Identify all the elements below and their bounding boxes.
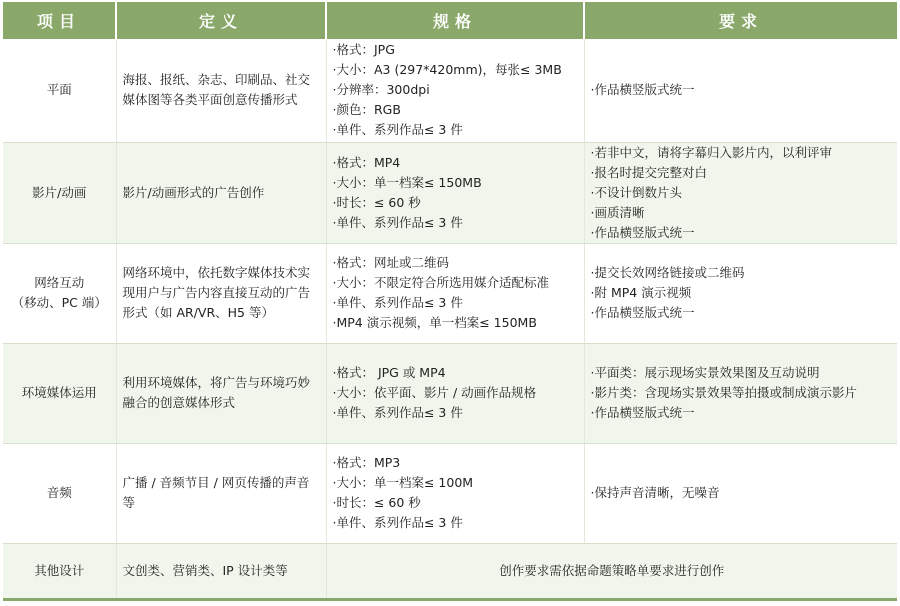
requirement-line: ·附 MP4 演示视频 bbox=[590, 285, 692, 300]
spec-line: ·格式：JPG bbox=[332, 42, 395, 58]
header-item: 项目 bbox=[3, 2, 116, 39]
table-row bbox=[3, 142, 897, 243]
requirement-line: ·保持声音清晰，无噪音 bbox=[590, 485, 720, 500]
table-row bbox=[3, 543, 897, 599]
item-sublabel: （移动、PC 端） bbox=[11, 295, 107, 310]
requirement-line: ·不设计倒数片头 bbox=[590, 184, 682, 200]
spec-line: ·单件、系列作品≤ 3 件 bbox=[332, 295, 463, 310]
spec-line: ·单件、系列作品≤ 3 件 bbox=[332, 122, 463, 138]
row-item bbox=[3, 343, 116, 443]
row-item bbox=[3, 443, 116, 543]
spec-line: ·格式：MP4 bbox=[332, 154, 401, 170]
requirement-line: ·提交长效网络链接或二维码 bbox=[590, 265, 745, 280]
table-row bbox=[3, 343, 897, 443]
spec-line: ·格式：网址或二维码 bbox=[332, 255, 449, 270]
requirement-line: ·作品横竖版式统一 bbox=[590, 405, 695, 420]
spec-line: ·大小：不限定符合所选用媒介适配标准 bbox=[332, 275, 549, 290]
requirement-line: ·作品横竖版式统一 bbox=[590, 305, 695, 320]
table-header-row bbox=[3, 2, 897, 39]
definition-text: 广播 / 音频节目 / 网页传播的声音等 bbox=[122, 475, 310, 510]
spec-line: ·MP4 演示视频，单一档案≤ 150MB bbox=[332, 315, 537, 330]
row-item bbox=[3, 543, 116, 599]
row-item bbox=[3, 243, 116, 343]
definition-text: 海报、报纸、杂志、印刷品、社交媒体图等各类平面创意传播形式 bbox=[122, 72, 311, 108]
row-requirement bbox=[584, 443, 897, 543]
table-row bbox=[3, 243, 897, 343]
header-definition: 定义 bbox=[116, 2, 326, 39]
spec-line: ·颜色：RGB bbox=[332, 102, 401, 118]
item-label: 环境媒体运用 bbox=[21, 385, 97, 400]
definition-text: 网络环境中，依托数字媒体技术实现用户与广告内容直接互动的广告形式（如 AR/VR、H5 等） bbox=[122, 265, 311, 320]
row-spec bbox=[326, 343, 584, 443]
item-label: 网络互动 bbox=[34, 275, 85, 290]
row-spec bbox=[326, 443, 584, 543]
requirement-line: ·作品横竖版式统一 bbox=[590, 82, 695, 98]
requirement-line: ·作品横竖版式统一 bbox=[590, 224, 695, 240]
table-row bbox=[3, 443, 897, 543]
requirements-table bbox=[3, 2, 897, 601]
spec-line: ·时长：≤ 60 秒 bbox=[332, 194, 421, 210]
row-definition bbox=[116, 543, 326, 599]
row-definition bbox=[116, 142, 326, 243]
spec-line: ·大小：依平面、影片 / 动画作品规格 bbox=[332, 385, 537, 400]
row-definition bbox=[116, 343, 326, 443]
row-requirement bbox=[584, 142, 897, 243]
item-label: 音频 bbox=[46, 485, 72, 500]
row-item bbox=[3, 142, 116, 243]
row-requirement bbox=[584, 39, 897, 142]
item-label: 平面 bbox=[46, 82, 72, 98]
spec-line: ·大小：A3 (297*420mm)，每张≤ 3MB bbox=[332, 62, 562, 78]
merged-requirement-text: 创作要求需依据命题策略单要求进行创作 bbox=[499, 562, 725, 578]
spec-line: ·时长：≤ 60 秒 bbox=[332, 495, 421, 510]
requirement-line: ·若非中文，请将字幕归入影片内，以利评审 bbox=[590, 144, 832, 160]
spec-line: ·单件、系列作品≤ 3 件 bbox=[332, 515, 463, 530]
spec-line: ·大小：单一档案≤ 150MB bbox=[332, 174, 482, 190]
requirement-line: ·画质清晰 bbox=[590, 204, 645, 220]
header-spec: 规格 bbox=[326, 2, 584, 39]
merged-requirement-cell bbox=[326, 543, 897, 599]
item-label: 影片/动画 bbox=[32, 184, 87, 200]
row-definition bbox=[116, 39, 326, 142]
spec-line: ·单件、系列作品≤ 3 件 bbox=[332, 405, 463, 420]
row-requirement bbox=[584, 343, 897, 443]
row-spec bbox=[326, 243, 584, 343]
definition-text: 利用环境媒体，将广告与环境巧妙融合的创意媒体形式 bbox=[122, 375, 311, 410]
row-item bbox=[3, 39, 116, 142]
requirement-line: ·平面类：展示现场实景效果图及互动说明 bbox=[590, 365, 820, 380]
spec-line: ·格式：MP3 bbox=[332, 455, 401, 470]
spec-line: ·分辨率：300dpi bbox=[332, 82, 430, 98]
row-requirement bbox=[584, 243, 897, 343]
spec-line: ·格式： JPG 或 MP4 bbox=[332, 365, 446, 380]
item-label: 其他设计 bbox=[34, 562, 85, 578]
definition-text: 文创类、营销类、IP 设计类等 bbox=[122, 562, 288, 578]
row-definition bbox=[116, 243, 326, 343]
row-spec bbox=[326, 142, 584, 243]
row-definition bbox=[116, 443, 326, 543]
row-spec bbox=[326, 39, 584, 142]
requirement-line: ·影片类：含现场实景效果等拍摄或制成演示影片 bbox=[590, 385, 857, 400]
header-requirement: 要求 bbox=[584, 2, 897, 39]
spec-line: ·单件、系列作品≤ 3 件 bbox=[332, 214, 463, 230]
spec-line: ·大小：单一档案≤ 100M bbox=[332, 475, 474, 490]
definition-text: 影片/动画形式的广告创作 bbox=[122, 184, 265, 200]
table-row bbox=[3, 39, 897, 142]
requirement-line: ·报名时提交完整对白 bbox=[590, 164, 707, 180]
